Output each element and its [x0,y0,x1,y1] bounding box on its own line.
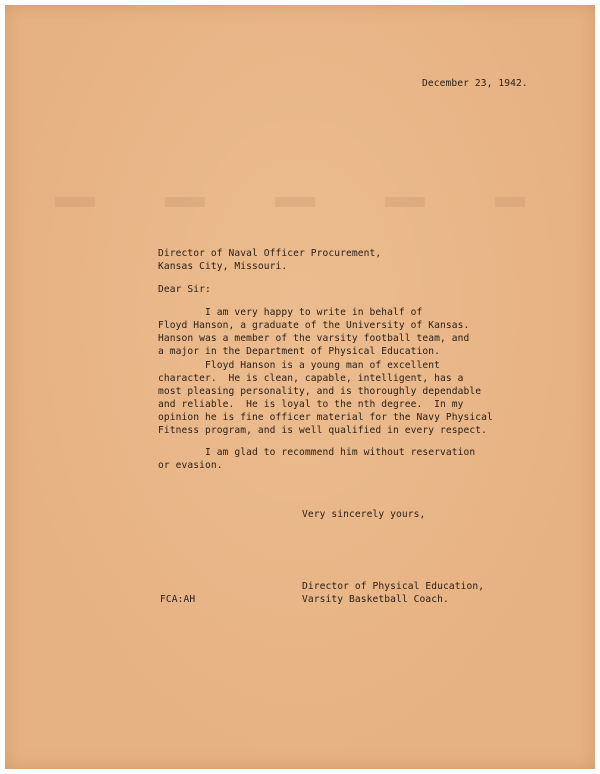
bleed-through-marks [55,197,525,207]
paragraph-line: Floyd Hanson, a graduate of the University of Kansas. [158,320,470,331]
paragraph-line: I am very happy to write in behalf of [158,307,423,318]
letter-date: December 23, 1942. [422,78,528,89]
paragraph-line: I am glad to recommend him without reservation [158,447,476,458]
complimentary-close: Very sincerely yours, [302,509,426,520]
reference-initials: FCA:AH [160,594,196,605]
letter-page [5,5,595,769]
salutation: Dear Sir: [158,284,211,295]
recipient-line-2: Kansas City, Missouri. [158,261,288,272]
paragraph-line: character. He is clean, capable, intelligent, has a [158,373,464,384]
paragraph-line: Floyd Hanson is a young man of excellent [158,360,441,371]
paragraph-2 [158,359,518,437]
paragraph-line: most pleasing personality, and is thoroughly dependable [158,386,482,397]
paragraph-line: or evasion. [158,460,223,471]
paragraph-line: Hanson was a member of the varsity football team, and [158,333,470,344]
recipient-line-1: Director of Naval Officer Procurement, [158,248,382,259]
paragraph-line: opinion he is fine officer material for the Navy Physical [158,412,493,423]
paragraph-3 [158,446,518,472]
paragraph-1 [158,306,518,358]
paragraph-line: Fitness program, and is well qualified in every respect. [158,425,488,436]
paragraph-line: a major in the Department of Physical Education. [158,346,441,357]
paragraph-line: and reliable. He is loyal to the nth degree. In my [158,399,464,410]
signer-title-line-2: Varsity Basketball Coach. [302,594,449,605]
signer-title-line-1: Director of Physical Education, [302,581,485,592]
